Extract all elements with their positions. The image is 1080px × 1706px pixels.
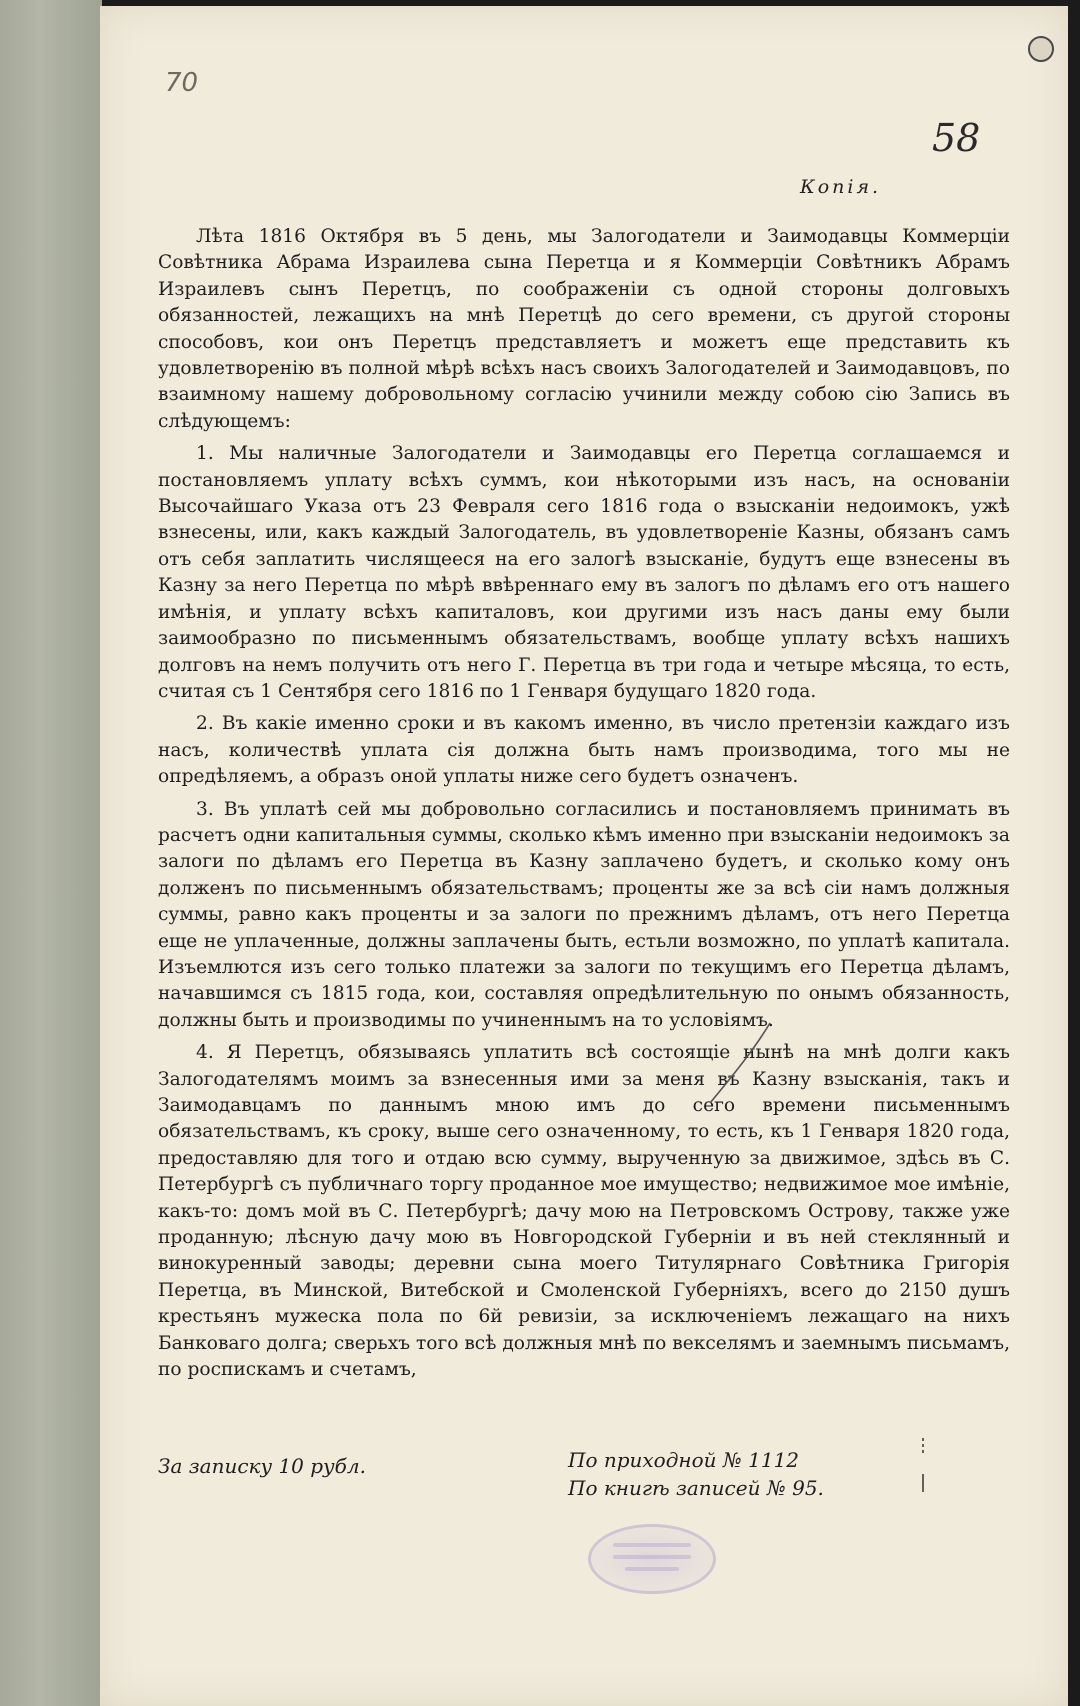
margin-tick-marks <box>918 1436 928 1496</box>
document-heading: Копія. <box>800 176 882 198</box>
clause-4-paragraph: 4. Я Перетцъ, обязываясь уплатить всѣ состоящіе нынѣ на мнѣ долги какъ Залогодателямъ моимъ за взнесенныя ими за меня въ Казну взысканія, такъ и Заимодавцамъ по даннымъ мною имъ до сего времени письменнымъ обязательствамъ, къ сроку, выше сего означенному, то есть, къ 1 Генваря 1820 года, предоставляю для того и отдаю всю сумму, вырученную за движимое, здѣсь въ С. Петербургѣ съ публичнаго торгу проданное мое имущество; недвижимое мое имѣніе, какъ-то: домъ мой въ С. Петербургѣ; дачу мою на Петровскомъ Острову, также уже проданную; лѣсную дачу мою въ Новгородской Губерніи и въ ней стеклянный и винокуренный заводы; деревни сына моего Титулярнаго Совѣтника Григорія Перетца, въ Минской, Витебской и Смоленской Губерніяхъ, всего до 2150 душъ крестьянъ мужеска пола по 6й ревизіи, за исключеніемъ лежащаго на нихъ Банковаго долга; сверьхъ того всѣ должныя мнѣ по векселямъ и заемнымъ письмамъ, по роспискамъ и счетамъ, <box>158 1042 1010 1381</box>
pencil-stroke-mark <box>700 1018 780 1108</box>
library-stamp <box>588 1524 716 1594</box>
preamble-paragraph: Лѣта 1816 Октября въ 5 день, мы Залогодатели и Заимодавцы Коммерціи Совѣтника Абрама Израилева сына Перетца и я Коммерціи Совѣтникъ Абрамъ Израилевъ сынъ Перетцъ, по соображеніи съ одной стороны долговыхъ обязанностей, лежащихъ на мнѣ Перетцѣ до сего времени, съ другой стороны способовъ, кои онъ Перетцъ представляетъ и можетъ еще представить къ удовлетворенію въ полной мѣрѣ всѣхъ насъ своихъ Залогодателей и Заимодавцовъ, по взаимному нашему добровольному согласію учинили между собою сію Запись въ слѣдующемъ: <box>158 226 1010 432</box>
stamp-text-line <box>613 1555 691 1559</box>
fee-note: За записку 10 рубл. <box>158 1454 366 1478</box>
corner-tab <box>1028 36 1054 62</box>
pencil-page-number: 70 <box>165 68 199 98</box>
registry-notes <box>568 1446 824 1502</box>
folio-number: 58 <box>932 116 981 160</box>
document-body <box>158 224 1010 1389</box>
document-page <box>100 6 1068 1706</box>
clause-2-paragraph: 2. Въ какіе именно сроки и въ какомъ именно, въ число претензіи каждаго изъ насъ, количествѣ уплата сія должна быть намъ производима, того мы не опредѣляемъ, а образъ оной уплаты ниже сего будетъ означенъ. <box>158 713 1010 788</box>
binding-strip <box>0 0 102 1706</box>
clause-3-paragraph: 3. Въ уплатѣ сей мы добровольно согласились и постановляемъ принимать въ расчетъ одни капитальныя суммы, сколько кѣмъ именно при взысканіи недоимокъ за залоги по дѣламъ его Перетца въ Казну заплачено будетъ, и сколько кому онъ долженъ по письменнымъ обязательствамъ; проценты же за всѣ сіи намъ должныя суммы, равно какъ проценты и за залоги по прежнимъ дѣламъ, отъ него Перетца еще не уплаченные, должны заплачены быть, естьли возможно, по уплатѣ капитала. Изъемлются изъ сего только платежи за залоги по текущимъ его Перетца дѣламъ, начавшимся съ 1815 года, кои, составляя опредѣлительную по онымъ обязанность, должны быть и производимы по учиненнымъ на то условіямъ. <box>158 798 1010 1031</box>
incoming-number-note: По приходной № 1112 <box>568 1448 800 1472</box>
book-record-note: По книгѣ записей № 95. <box>568 1476 824 1500</box>
stamp-text-line <box>625 1567 679 1571</box>
clause-1-paragraph: 1. Мы наличные Залогодатели и Заимодавцы его Перетца соглашаемся и постановляемъ уплату всѣхъ суммъ, кои нѣкоторыми изъ насъ, на основаніи Высочайшаго Указа отъ 23 Февраля сего 1816 года о взысканіи недоимокъ, ужѣ взнесены, или, какъ каждый Залогодатель, въ удовлетвореніе Казны, обязанъ самъ отъ себя заплатить числящееся на его залогѣ взысканіе, будутъ еще взнесены въ Казну за него Перетца по мѣрѣ ввѣреннаго ему въ залогъ по дѣламъ его отъ нашего имѣнія, и уплату всѣхъ капиталовъ, кои другими изъ насъ даны ему были заимообразно по письменнымъ обязательствамъ, вообще уплату всѣхъ нашихъ долговъ на немъ получить отъ него Г. Перетца въ три года и четыре мѣсяца, то есть, считая съ 1 Сентября сего 1816 по 1 Генваря будущаго 1820 года. <box>158 443 1010 702</box>
stamp-text-line <box>613 1543 691 1547</box>
page-content <box>100 6 1068 1706</box>
